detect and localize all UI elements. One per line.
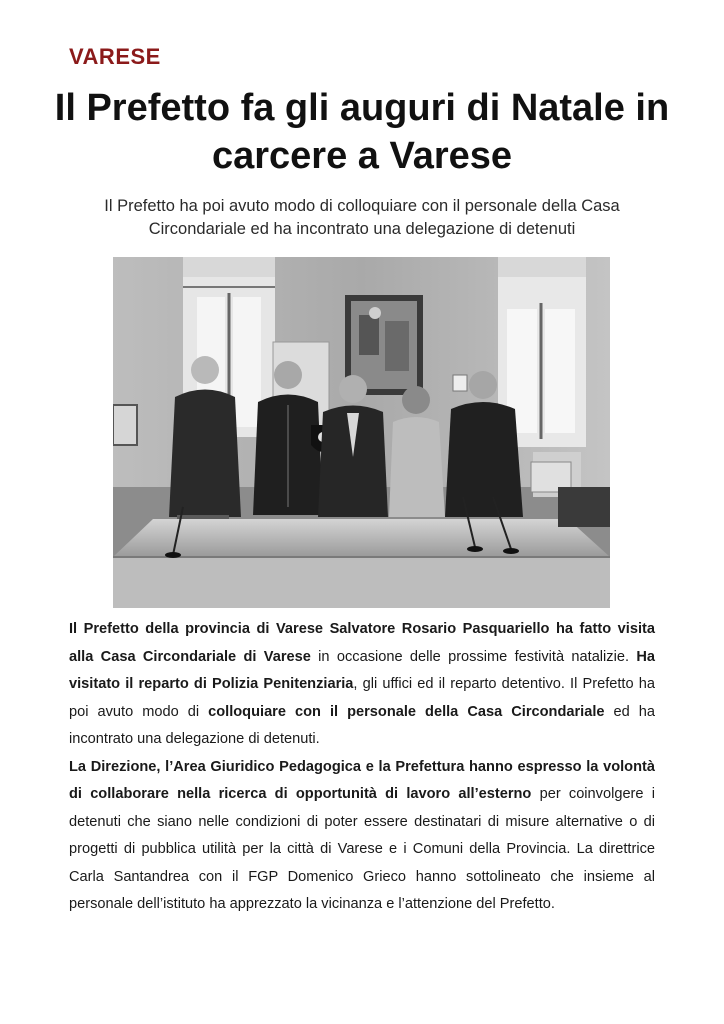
paragraph-1 <box>69 616 655 754</box>
bold-run: colloquiare con il personale della Casa Circondariale <box>208 703 605 720</box>
text-run: ed ha incontrato una delegazione di detenuti. <box>69 703 656 747</box>
text-run: in occasione delle prossime festività natalizie. <box>310 648 637 665</box>
bold-run: Ha visitato il reparto di Polizia Penitenziaria <box>69 648 655 692</box>
article-photo <box>113 257 610 608</box>
bold-run: La Direzione, l’Area Giuridico Pedagogica e la Prefettura hanno espresso la volontà di collaborare nella ricerca di opportunità di lavoro all’esterno <box>69 758 655 802</box>
text-run: per coinvolgere i detenuti che siano nelle condizioni di poter essere destinatari di misure alternative o di progetti di pubblica utilità per la città di Varese e i Comuni della Provincia. La direttrice Carla Santandrea con il FGP Domenico Grieco hanno sottolineato che insieme al personale dell’istituto ha apprezzato la vicinanza e l’attenzione del Prefetto. <box>69 786 655 912</box>
article-subheadline: Il Prefetto ha poi avuto modo di colloquiare con il personale della Casa Circondariale ed ha incontrato una delegazione di detenuti <box>104 197 620 238</box>
text-run: , gli uffici ed il reparto detentivo. Il Prefetto ha poi avuto modo di <box>69 676 655 720</box>
section-label: VARESE <box>69 44 161 69</box>
article-body <box>69 616 655 919</box>
conference-table <box>113 519 610 608</box>
paragraph-2 <box>69 754 655 919</box>
article-headline: Il Prefetto fa gli auguri di Natale in carcere a Varese <box>54 87 670 177</box>
bold-run: Il Prefetto della provincia di Varese Salvatore Rosario Pasquariello ha fatto visita alla Casa Circondariale di Varese <box>69 621 655 665</box>
